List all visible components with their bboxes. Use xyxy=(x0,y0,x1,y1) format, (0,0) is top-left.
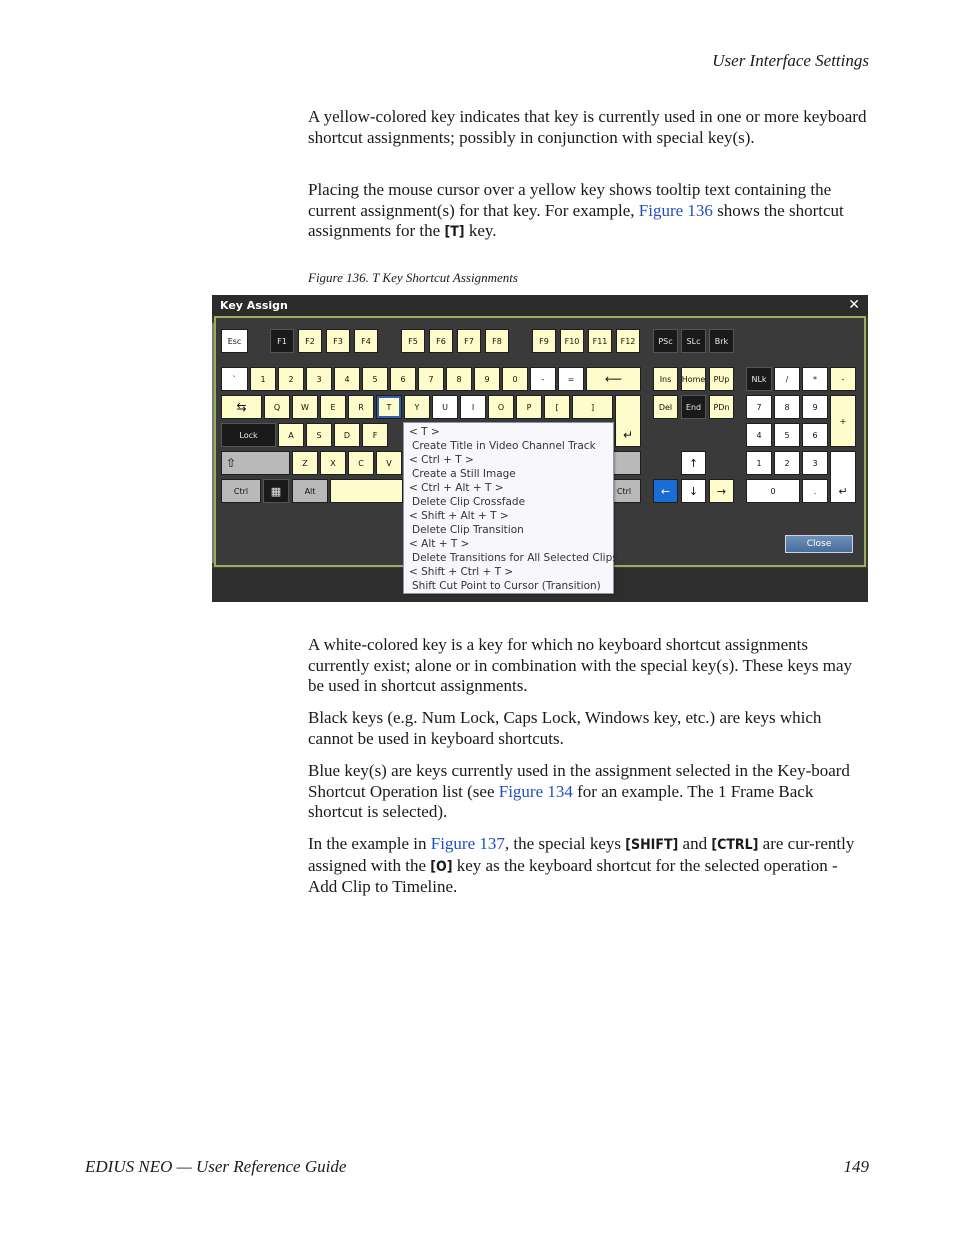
key-home[interactable]: Home xyxy=(681,367,706,391)
tooltip-line: < Ctrl + T > xyxy=(409,454,474,466)
key-equals[interactable]: = xyxy=(558,367,584,391)
text-run: Placing the mouse cursor over a yellow key shows tooltip text containing the current assignment(s) for that key. For example, xyxy=(308,180,832,220)
key-p[interactable]: P xyxy=(516,395,542,419)
key-numpad-minus[interactable]: - xyxy=(830,367,856,391)
key-arrow-up[interactable]: ↑ xyxy=(681,451,706,475)
key-esc[interactable]: Esc xyxy=(221,329,248,353)
key-print-screen[interactable]: PSc xyxy=(653,329,678,353)
key-arrow-right[interactable]: → xyxy=(709,479,734,503)
text-run: shows the shortcut assignments for the xyxy=(308,200,844,240)
key-f4[interactable]: F4 xyxy=(354,329,378,353)
key-3[interactable]: 3 xyxy=(306,367,332,391)
key-numpad-enter[interactable]: ↵ xyxy=(830,451,856,503)
key-numpad-9[interactable]: 9 xyxy=(802,395,828,419)
tooltip-line: Delete Transitions for All Selected Clips xyxy=(412,552,618,564)
key-a[interactable]: A xyxy=(278,423,304,447)
text-run: , the special keys xyxy=(504,834,626,853)
key-space[interactable] xyxy=(330,479,403,503)
key-f9[interactable]: F9 xyxy=(532,329,556,353)
paragraph-black-keys: Black keys (e.g. Num Lock, Caps Lock, Windows key, etc.) are keys which cannot be used in keyboard shortcuts. xyxy=(308,708,822,748)
key-assign-dialog xyxy=(212,295,868,602)
dialog-titlebar xyxy=(212,295,868,317)
key-f1[interactable]: F1 xyxy=(270,329,294,353)
tooltip-line: Shift Cut Point to Cursor (Transition) xyxy=(412,580,601,592)
figure-caption: Figure 136. T Key Shortcut Assignments xyxy=(308,270,518,285)
key-o[interactable]: O xyxy=(488,395,514,419)
key-page-up[interactable]: PUp xyxy=(709,367,734,391)
key-numpad-2[interactable]: 2 xyxy=(774,451,800,475)
key-f2[interactable]: F2 xyxy=(298,329,322,353)
paragraph-yellow-keys: A yellow-colored key indicates that key is currently used in one or more keyboard shortcut assignments; possibly in conjunction with special key(s). xyxy=(308,107,867,147)
key-numpad-7[interactable]: 7 xyxy=(746,395,772,419)
key-ctrl-right[interactable]: Ctrl xyxy=(607,479,641,503)
key-backspace[interactable]: ⟵ xyxy=(586,367,641,391)
key-4[interactable]: 4 xyxy=(334,367,360,391)
tooltip-line: Create a Still Image xyxy=(412,468,516,480)
key-numpad-slash[interactable]: / xyxy=(774,367,800,391)
text-run: Blue key(s) are keys currently used in the assignment selected in the Key-board Shortcut Operation list (see xyxy=(308,761,850,801)
key-numpad-star[interactable]: * xyxy=(802,367,828,391)
figure-136-link[interactable]: Figure 136 xyxy=(638,200,713,220)
text-run: are cur-rently assigned with the xyxy=(308,834,855,875)
paragraph-blue-keys xyxy=(308,761,868,823)
key-2[interactable]: 2 xyxy=(278,367,304,391)
key-y[interactable]: Y xyxy=(404,395,430,419)
page-number: 149 xyxy=(843,1157,869,1176)
key-f6[interactable]: F6 xyxy=(429,329,453,353)
key-label-ctrl: [CTRL] xyxy=(711,837,759,853)
key-6[interactable]: 6 xyxy=(390,367,416,391)
dialog-title: Key Assign xyxy=(220,299,288,312)
key-numpad-6[interactable]: 6 xyxy=(802,423,828,447)
key-f12[interactable]: F12 xyxy=(616,329,640,353)
key-f7[interactable]: F7 xyxy=(457,329,481,353)
key-d[interactable]: D xyxy=(334,423,360,447)
key-left-bracket[interactable]: [ xyxy=(544,395,570,419)
key-w[interactable]: W xyxy=(292,395,318,419)
text-run: and xyxy=(678,834,712,853)
tooltip-t-key xyxy=(403,422,618,594)
key-grave[interactable]: ` xyxy=(221,367,248,391)
key-label-o: [O] xyxy=(430,858,453,875)
key-c[interactable]: C xyxy=(348,451,374,475)
key-minus[interactable]: - xyxy=(530,367,556,391)
text-run: In the example in xyxy=(308,834,431,853)
key-numpad-plus[interactable]: + xyxy=(830,395,856,447)
key-f11[interactable]: F11 xyxy=(588,329,612,353)
key-f8[interactable]: F8 xyxy=(485,329,509,353)
key-arrow-down[interactable]: ↓ xyxy=(681,479,706,503)
key-f10[interactable]: F10 xyxy=(560,329,584,353)
text-run: for an example. The 1 Frame Back shortcut is selected). xyxy=(308,781,814,821)
key-8[interactable]: 8 xyxy=(446,367,472,391)
windows-key-icon[interactable]: ▦ xyxy=(263,479,289,503)
key-enter[interactable]: ↵ xyxy=(615,395,641,447)
key-numpad-4[interactable]: 4 xyxy=(746,423,772,447)
key-i[interactable]: I xyxy=(460,395,486,419)
key-v[interactable]: V xyxy=(376,451,402,475)
close-button[interactable]: Close xyxy=(785,535,853,553)
key-9[interactable]: 9 xyxy=(474,367,500,391)
paragraph-tooltip xyxy=(308,180,868,243)
key-label-t: [T] xyxy=(444,224,465,240)
key-arrow-left[interactable]: ← xyxy=(653,479,678,503)
key-f3[interactable]: F3 xyxy=(326,329,350,353)
key-numpad-0[interactable]: 0 xyxy=(746,479,800,503)
key-num-lock[interactable]: NLk xyxy=(746,367,772,391)
key-e[interactable]: E xyxy=(320,395,346,419)
key-scroll-lock[interactable]: SLc xyxy=(681,329,706,353)
figure-137-link[interactable]: Figure 137 xyxy=(430,834,505,853)
key-5[interactable]: 5 xyxy=(362,367,388,391)
key-tab[interactable]: ⇆ xyxy=(221,395,262,419)
key-page-down[interactable]: PDn xyxy=(709,395,734,419)
key-numpad-8[interactable]: 8 xyxy=(774,395,800,419)
key-f5[interactable]: F5 xyxy=(401,329,425,353)
key-numpad-dot[interactable]: . xyxy=(802,479,828,503)
key-shift[interactable]: ⇧ xyxy=(221,451,290,475)
paragraph-special-keys xyxy=(308,834,868,898)
key-1[interactable]: 1 xyxy=(250,367,276,391)
key-f[interactable]: F xyxy=(362,423,388,447)
key-break[interactable]: Brk xyxy=(709,329,734,353)
tooltip-line: < Alt + T > xyxy=(409,538,470,550)
close-icon[interactable]: ✕ xyxy=(848,297,860,313)
key-insert[interactable]: Ins xyxy=(653,367,678,391)
key-s[interactable]: S xyxy=(306,423,332,447)
tooltip-line: < Shift + Ctrl + T > xyxy=(409,566,514,578)
text-run: key as the keyboard shortcut for the selected operation - Add Clip to Timeline. xyxy=(308,855,838,896)
tooltip-line: < Shift + Alt + T > xyxy=(409,510,509,522)
key-right-bracket[interactable]: ] xyxy=(572,395,613,419)
key-ctrl-left[interactable]: Ctrl xyxy=(221,479,261,503)
tooltip-line: Delete Clip Crossfade xyxy=(412,496,526,508)
key-numpad-3[interactable]: 3 xyxy=(802,451,828,475)
paragraph-white-keys: A white-colored key is a key for which no keyboard shortcut assignments currently exist; alone or in combination with the special key(s). These keys may be used in shortcut assignments. xyxy=(308,635,853,695)
key-r[interactable]: R xyxy=(348,395,374,419)
key-end[interactable]: End xyxy=(681,395,706,419)
tooltip-line: Create Title in Video Channel Track xyxy=(412,440,596,452)
key-t[interactable]: T xyxy=(376,395,402,419)
key-z[interactable]: Z xyxy=(292,451,318,475)
key-u[interactable]: U xyxy=(432,395,458,419)
running-header: User Interface Settings xyxy=(712,51,869,70)
key-alt-left[interactable]: Alt xyxy=(292,479,328,503)
key-q[interactable]: Q xyxy=(264,395,290,419)
key-numpad-5[interactable]: 5 xyxy=(774,423,800,447)
key-7[interactable]: 7 xyxy=(418,367,444,391)
footer-doc-title: EDIUS NEO — User Reference Guide xyxy=(85,1157,347,1176)
key-0[interactable]: 0 xyxy=(502,367,528,391)
tooltip-line: < Ctrl + Alt + T > xyxy=(409,482,504,494)
tooltip-line: < T > xyxy=(409,426,440,438)
key-label-shift: [SHIFT] xyxy=(625,837,679,853)
tooltip-line: Delete Clip Transition xyxy=(412,524,524,536)
key-caps-lock[interactable]: Lock xyxy=(221,423,276,447)
key-x[interactable]: X xyxy=(320,451,346,475)
key-delete[interactable]: Del xyxy=(653,395,678,419)
text-run: key. xyxy=(464,221,497,240)
figure-134-link[interactable]: Figure 134 xyxy=(498,781,573,801)
key-numpad-1[interactable]: 1 xyxy=(746,451,772,475)
